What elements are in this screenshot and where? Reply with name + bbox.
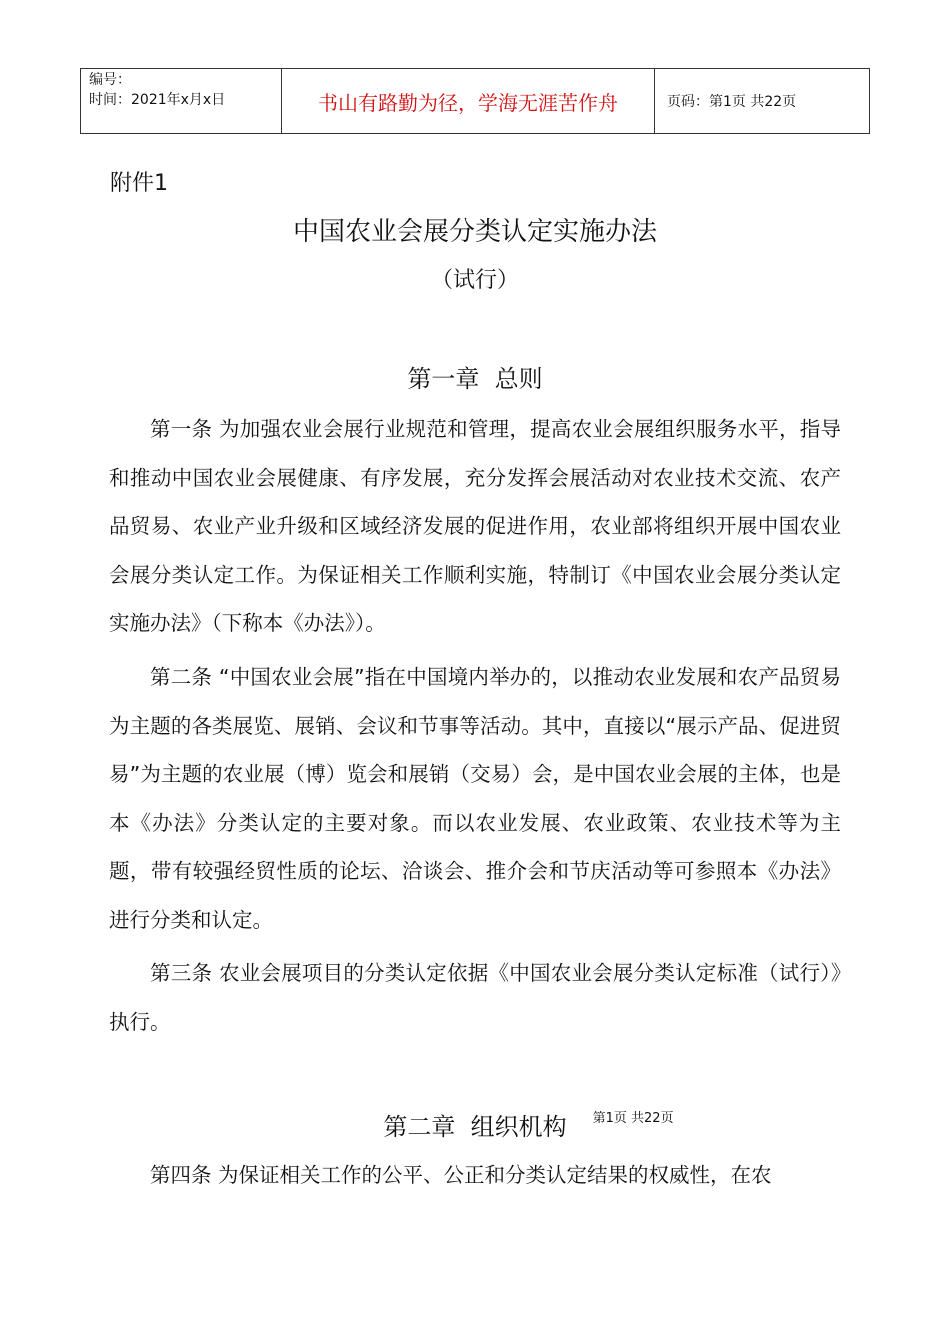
header-motto: 书山有路勤为径，学海无涯苦作舟: [282, 69, 655, 133]
document-number-label: 编号：: [89, 72, 131, 88]
chapter-heading: [0, 362, 950, 396]
article-4-paragraph: 第四条 为保证相关工作的公平、公正和分类认定结果的权威性，在农: [150, 1163, 772, 1187]
chapter-2-heading-wrap: [383, 1110, 674, 1144]
chapter-2-heading: 第二章 组织机构: [383, 1113, 567, 1141]
chapter-heading: [0, 1110, 950, 1144]
article-3-paragraph: 第三条 农业会展项目的分类认定依据《中国农业会展分类认定标准（试行）》执行。: [109, 961, 841, 1034]
article-2-paragraph: 第二条 “中国农业会展”指在中国境内举办的，以推动农业发展和农产品贸易为主题的各类展览、展销、会议和节事等活动。其中，直接以“展示产品、促进贸易”为主题的农业展（博）览会和展销（交易）会，是中国农业会展的主体，也是本《办法》分类认定的主要对象。而以农业发展、农业政策、农业技术等为主题，带有较强经贸性质的论坛、洽谈会、推介会和节庆活动等可参照本《办法》进行分类和认定。: [109, 665, 841, 932]
chapter-1-heading: 第一章 总则: [407, 365, 543, 393]
document-title: 中国农业会展分类认定实施办法: [292, 217, 657, 247]
document-date-label: 时间：2021年x月x日: [89, 92, 226, 108]
article-1-paragraph: 第一条 为加强农业会展行业规范和管理，提高农业会展组织服务水平，指导和推动中国农业会展健康、有序发展，充分发挥会展活动对农业技术交流、农产品贸易、农业产业升级和区域经济发展的促进作用，农业部将组织开展中国农业会展分类认定工作。为保证相关工作顺利实施，特制订《中国农业会展分类认定实施办法》（下称本《办法》）。: [109, 417, 841, 635]
page-number-note: 第1页 共22页: [592, 1111, 674, 1126]
header-page-label: 页码：第1页 共22页: [667, 94, 797, 110]
annex-label: 附件1: [110, 171, 168, 196]
header-table: [80, 68, 870, 134]
header-meta-cell: [81, 69, 282, 133]
document-subtitle: （试行）: [430, 268, 519, 293]
